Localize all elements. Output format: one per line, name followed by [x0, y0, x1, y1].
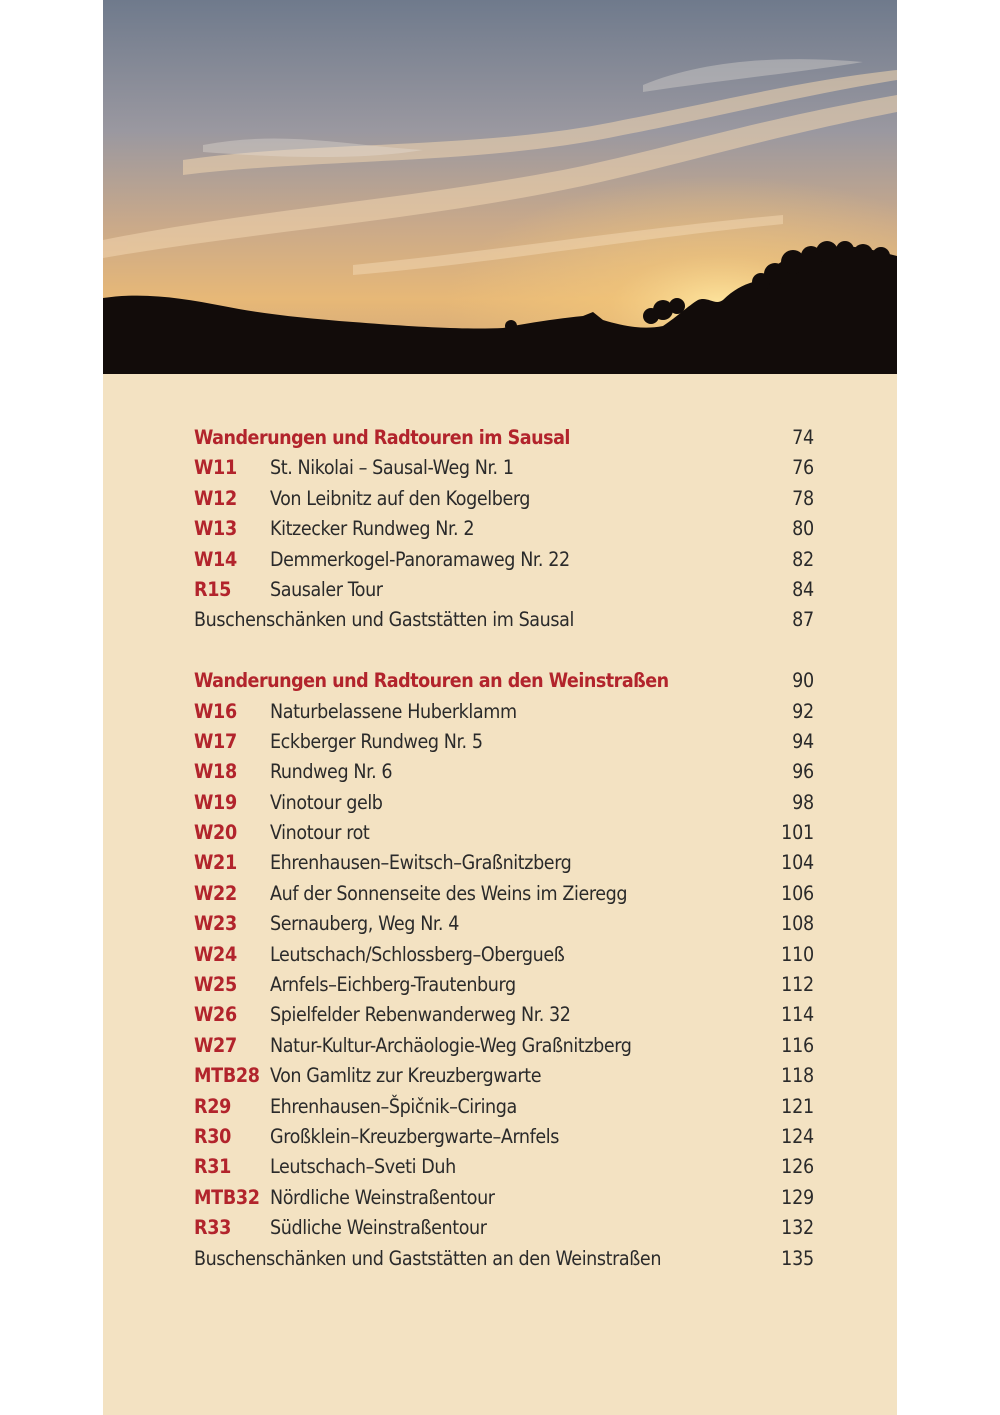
- toc-entry[interactable]: R30 Großklein–Kreuzbergwarte–Arnfels 124: [194, 1124, 814, 1148]
- table-of-contents: [194, 423, 814, 1274]
- toc-entry[interactable]: W25 Arnfels–Eichberg-Trautenburg 112: [194, 973, 814, 997]
- toc-entry[interactable]: MTB32 Nördliche Weinstraßentour 129: [194, 1185, 814, 1209]
- section-heading[interactable]: Wanderungen und Radtouren im Sausal 74: [194, 426, 814, 449]
- toc-entry[interactable]: W21 Ehrenhausen–Ewitsch–Graßnitzberg 104: [194, 851, 814, 875]
- toc-entry[interactable]: R31 Leutschach–Sveti Duh 126: [194, 1155, 814, 1179]
- section-spacer: [194, 636, 814, 666]
- toc-entry[interactable]: W19 Vinotour gelb 98: [194, 790, 814, 814]
- toc-entry[interactable]: W16 Naturbelassene Huberklamm 92: [194, 699, 814, 723]
- toc-entry[interactable]: R15 Sausaler Tour 84: [194, 577, 814, 601]
- toc-entry[interactable]: W26 Spielfelder Rebenwanderweg Nr. 32 114: [194, 1003, 814, 1027]
- section-footer-entry[interactable]: Buschenschänken und Gaststätten im Sausal 87: [194, 608, 814, 632]
- toc-entry[interactable]: R33 Südliche Weinstraßentour 132: [194, 1216, 814, 1240]
- toc-entry[interactable]: W14 Demmerkogel-Panoramaweg Nr. 22 82: [194, 547, 814, 571]
- toc-entry[interactable]: W13 Kitzecker Rundweg Nr. 2 80: [194, 517, 814, 541]
- section-heading[interactable]: Wanderungen und Radtouren an den Weinstraßen 90: [194, 669, 814, 693]
- toc-entry[interactable]: W22 Auf der Sonnenseite des Weins im Zieregg 106: [194, 881, 814, 905]
- toc-entry[interactable]: W23 Sernauberg, Weg Nr. 4 108: [194, 912, 814, 936]
- toc-entry[interactable]: W17 Eckberger Rundweg Nr. 5 94: [194, 729, 814, 753]
- toc-entry[interactable]: W20 Vinotour rot 101: [194, 821, 814, 845]
- toc-entry[interactable]: W11 St. Nikolai – Sausal-Weg Nr. 1 76: [194, 456, 814, 480]
- toc-entry[interactable]: W12 Von Leibnitz auf den Kogelberg 78: [194, 486, 814, 510]
- book-page: [103, 0, 897, 1415]
- sunset-landscape-image: [103, 0, 897, 374]
- toc-entry[interactable]: R29 Ehrenhausen–Špičnik–Ciringa 121: [194, 1094, 814, 1118]
- toc-entry[interactable]: W27 Natur-Kultur-Archäologie-Weg Graßnitzberg 116: [194, 1033, 814, 1057]
- toc-entry[interactable]: MTB28 Von Gamlitz zur Kreuzbergwarte 118: [194, 1064, 814, 1088]
- toc-entry[interactable]: W24 Leutschach/Schlossberg–Obergueß 110: [194, 942, 814, 966]
- section-footer-entry[interactable]: Buschenschänken und Gaststätten an den Weinstraßen 135: [194, 1246, 814, 1270]
- toc-entry[interactable]: W18 Rundweg Nr. 6 96: [194, 760, 814, 784]
